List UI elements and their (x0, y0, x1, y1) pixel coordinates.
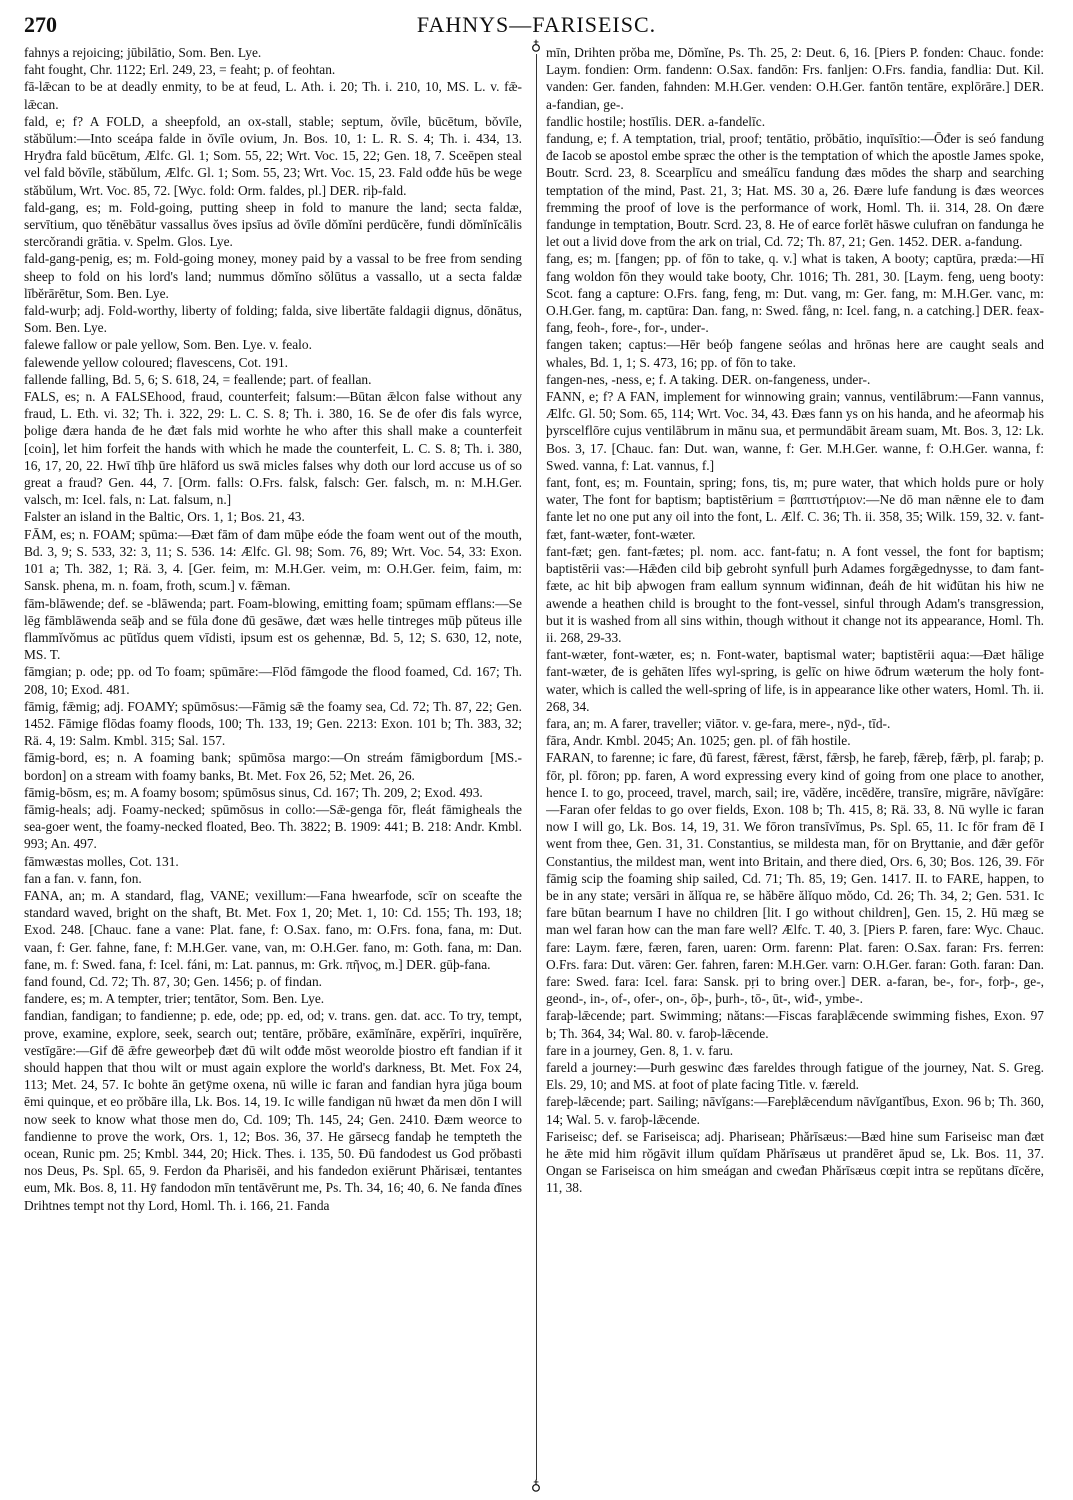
running-head: FAHNYS—FARISEISC. (416, 12, 657, 37)
column-marker-top: ♁ (530, 39, 542, 54)
dictionary-entry: fant-wæter, font-wæter, es; n. Font-water, baptismal water; baptistērii aqua:—Đæt hālige fant-wæter, đe is gehāten līfes wyl-spring, is gelīc on hiwe ōđrum wæterum the holy font-water, which is called the well-spring of life, is in appearance like other waters, Homl. Th. ii. 268, 34. (546, 647, 1044, 714)
dictionary-entry: fangen-nes, -ness, e; f. A taking. DER. on-fangeness, under-. (546, 371, 871, 387)
dictionary-entry: fald-gang-penig, es; m. Fold-going money, money paid by a vassal to be free from sending sheep to fold on his lord's land; nummus dŏmĭno sŏlūtus a vassallo, ut a secta faldæ lībĕrārētur, Som. Ben. Lye. (24, 251, 522, 301)
dictionary-entry: fald-gang, es; m. Fold-going, putting sheep in fold to manure the land; secta faldæ, servītium, quo tĕnēbātur vassallus ŏves ipsīus ad ŏvīle dŏmĭni perdūcĕre, fundi dŏmĭnĭcālis stercŏrandi grātia. v. Spelm. Glos. Lye. (24, 199, 522, 250)
dictionary-entry: fan a fan. v. fann, fon. (24, 870, 142, 886)
page-number: 270 (24, 12, 57, 37)
dictionary-entry: fareld a journey:—Þurh geswinc đæs fareldes through fatigue of the journey, Nat. S. Greg. Els. 29, 10; and MS. at foot of plate facing Title. v. færeld. (546, 1059, 1044, 1093)
dictionary-entry: falewe fallow or pale yellow, Som. Ben. Lye. v. fealo. (24, 337, 312, 353)
column-divider (536, 44, 537, 1488)
dictionary-entry: FALS, es; n. A FALSEhood, fraud, counterfeit; falsum:—Būtan ǣlcon false without any fraud, L. Eth. vi. 32; Th. i. 322, 29: L. C. S. 8; Th. i. 380, 16. Se đe ofer đis fals wyrce, þolige đæra handa đe he đæt fals mid worhte he who after this shall make a counterfeit [coin], let him forfeit the hands with which he made the counterfeit, L. C. S. 8; Th. i. 380, 16, 17, 20, 22. Hwī tīhþ ūre hlāford us swā micles falses why doth our lord accuse us of so great a fraud? Gen. 44, 7. [Orm. falls: O.Frs. falsk, falsch: Ger. falsch, m. n: M.H.Ger. valsch, m: Icel. fals, n: Lat. falsum, n.] (24, 389, 522, 508)
dictionary-entry: fangen taken; captus:—Hēr beóþ fangene seólas and hrōnas here are caught seals and whales, Bd. 1, 1; S. 473, 16; pp. of fōn to take. (546, 337, 1044, 370)
dictionary-entry: fāmig-bord, es; n. A foaming bank; spūmōsa margo:—On streám fāmigbordum [MS.-bordon] on a stream with foamy banks, Bt. Met. Fox 26, 52; Met. 26, 26. (24, 750, 522, 783)
dictionary-entry: fandlic hostile; hostīlis. DER. a-fandelīc. (546, 113, 766, 129)
dictionary-entry: fahnys a rejoicing; jūbilātio, Som. Ben. Lye. (24, 45, 262, 60)
dictionary-entry: fāra, Andr. Kmbl. 2045; An. 1025; gen. pl. of fāh hostile. (546, 733, 851, 749)
dictionary-entry: fareþ-lǣcende; part. Sailing; nāvĭgans:—Fareþlǣcendum nāvĭgantĭbus, Exon. 96 b; Th. 360, 14; Wal. 5. v. faroþ-lǣcende. (546, 1094, 1044, 1127)
dictionary-entry: fāmig-heals; adj. Foamy-necked; spūmōsus in collo:—Sǣ-genga fōr, fleát fāmigheals the sea-goer went, the foamy-necked floated, Beo. Th. 3822; B. 1909: 441; B. 218: Andr. Kmbl. 993; An. 497. (24, 801, 522, 852)
dictionary-entry: fang, es; m. [fangen; pp. of fōn to take, q. v.] what is taken, A booty; captūra, præda:—Hī fang woldon fōn they would take booty, Chr. 1016; Th. 281, 30. [Laym. feng, ueng booty: Scot. fang a capture: O.Frs. fang, feng, m: Dut. vang, m: Ger. fang, m: M.H.Ger. vanc, m: O.H.Ger. fang, m. captūra: Dan. fang, n: Swed. fång, n: Icel. fang, n. a catching.] DER. feax-fang, feoh-, fore-, for-, under-. (546, 251, 1044, 336)
dictionary-entry: fāmig, fǣmig; adj. FOAMY; spūmōsus:—Fāmig sǣ the foamy sea, Cd. 72; Th. 87, 22; Gen. 1452. Fāmige flōdas foamy floods, 100; Th. 133, 19; Gen. 2213: Exon. 101 b; Th. 383, 32; Rä. 4, 19: Salm. Kmbl. 315; Sal. 157. (24, 698, 522, 749)
dictionary-entry: fand found, Cd. 72; Th. 87, 30; Gen. 1456; p. of findan. (24, 973, 323, 989)
dictionary-entry: fām-blāwende; def. se -blāwenda; part. Foam-blowing, emitting foam; spūmam efflans:—Se lēg fāmblāwenda seāþ and se fūla đone đū gesāwe, đæt wæs helle tintreges mūþ pŭteus ille flammĭvŏmus ac pūtĭdus quem vīdisti, ipsum est os gehennæ, Bd. 5, 12; S. 630, 12, note, MS. T. (24, 595, 522, 663)
dictionary-entry: fā-lǣcan to be at deadly enmity, to be at feud, L. Ath. i. 20; Th. i. 210, 10, MS. L. v. fǣ-lǣcan. (24, 79, 522, 112)
dictionary-entry: falewende yellow coloured; flavescens, Cot. 191. (24, 354, 289, 370)
dictionary-entry: FANN, e; f? A FAN, implement for winnowing grain; vannus, ventilābrum:—Fann vannus, Ælfc. Gl. 50; Som. 65, 114; Wrt. Voc. 34, 43. Đæs fann ys on his handa, and he afeormaþ his þyrscelflōre cujus ventilābrum in mānu sua, et permundābit āream suam, Mt. Bos. 3, 12: Lk. Bos. 3, 17. [Chauc. fan: Dut. wan, wanne, f: Ger. M.H.Ger. wanne, f: O.H.Ger. wanna, f: Swed. vanna, f: Lat. vannus, f.] (546, 389, 1044, 473)
dictionary-entry: FARAN, to farenne; ic fare, đū farest, fǣrest, fǣrst, fǣrsþ, he fareþ, fǣreþ, fǣrþ, pl. faraþ; p. fōr, pl. fōron; pp. faren, A word expressing every kind of going from one place to another, hence I. to go, proceed, travel, march, sail; ire, vādĕre, incēdĕre, transīre, migrāre, nāvĭgāre:—Faran ofer feldas to go over fields, Exon. 108 b; Th. 415, 8; Rä. 33, 8. Nū wylle ic faran now I will go, Lk. Bos. 14, 19, 31. We fōron transīvĭmus, Ps. Spl. 65, 11. Ic fōr fram đē I went from thee, Gen. 31, 31. Constantius, se mildesta man, fōr on Bryttanie, and đǣr gefōr Constantius, the mildest man, went into Britain, and there died, Ors. 6, 30; Bos. 126, 39. Fōr fāmig scip the foaming ship sailed, Cd. 71; Th. 85, 19; Gen. 1417. II. to FARE, happen, to be in any state; versāri in ălĭqua re, se hăbēre ălĭquo mŏdo, Cd. 26; Th. 34, 2; Gen. 531. Ic fare būtan bearnum I have no children [lit. I go without children], Gen. 15, 2. Hū mæg se man wel faran how can the man fare well? Ælfc. T. 40, 3. [Piers P. faren, fare: Wyc. Chauc. fare: Laym. fære, færen, faren, uaren: Orm. farenn: Plat. faren: O.Sax. faran: Frs. ferren: O.Frs. fara: Dut. vāren: Ger. fahren, faren: M.H.Ger. varn: O.H.Ger. faran: Goth. faran: Dan. fare: Swed. fara: Icel. fara: Sansk. pṛi to bring over.] DER. a-faran, be-, for-, forþ-, ge-, geond-, in-, of-, ofer-, on-, ōþ-, þurh-, tō-, ūt-, wiđ-, ymbe-. (546, 750, 1044, 1007)
dictionary-entry: fant-fæt; gen. fant-fætes; pl. nom. acc. fant-fatu; n. A font vessel, the font for baptism; baptistērii vas:—Hǣđen cild biþ gebroht synfull þurh Adames forgǣgednysse, to đam fant-fæte, ac hit biþ aþwogen fram eallum synnum wiđinnan, đeáh đe hit wiđūtan his hiw ne awende a heathen child is brought to the font-vessel, sinful through Adam's transgression, but it is washed from all sins within, though without it change not its appearance, Homl. Th. ii. 268, 29-33. (546, 543, 1044, 645)
dictionary-entry: fant, font, es; m. Fountain, spring; fons, tis, m; pure water, that which holds pure or holy water, The font for baptism; baptistērium = βαπτιστήριον:—Ne dō man nǣnne ele to đam fante let no one put any oil into the font, L. Ælf. C. 36; Th. ii. 358, 35; Wilk. 159, 32. v. fant-fæt, fant-wæter, font-wæter. (546, 475, 1044, 542)
dictionary-entry: FANA, an; m. A standard, flag, VANE; vexillum:—Fana hwearfode, scīr on sceafte the standard waved, bright on the shaft, Bt. Met. Fox 1, 20; Met. 1, 10: Cd. 155; Th. 193, 18; Exod. 248. [Chauc. fane a vane: Plat. fane, f: O.Sax. fano, m: O.Frs. fona, fana, m: Dut. vaan, f: Ger. fahne, fane, f: M.H.Ger. vane, van, m: O.H.Ger. fano, m: Goth. fana, m: Dan. fane, m. f: Swed. fana, f: Icel. fáni, m: Lat. pannus, m: Grk. πῆνος, m.] DER. gūþ-fana. (24, 887, 522, 972)
dictionary-entry: fandung, e; f. A temptation, trial, proof; tentātio, prŏbātio, inquīsītio:—Ōđer is seó fandung đe Iacob se apostol embe spræc the other is the temptation of which the apostle James spoke, Boutr. Scrd. 23, 8. Scearplīcu and smeálīcu fandung đæs mōdes the sharp and searching temptation of the mind, Past. 21, 3; Hat. MS. 30 a, 26. Đære lufe fandung is đæs weorces fremming the proof of love is the performance of work, Homl. Th. ii. 314, 28. On đære fandunge in temptation, Boutr. Scrd. 23, 8. He of earce forlēt hāswe culufran on fandunga he let out a livid dove from the ark on trial, Cd. 72; Th. 87, 21; Gen. 1452. DER. a-fandung. (546, 131, 1044, 250)
dictionary-entry: fāmgian; p. ode; pp. od To foam; spūmāre:—Flōd fāmgode the flood foamed, Cd. 167; Th. 208, 10; Exod. 481. (24, 664, 522, 697)
dictionary-entry: Fariseisc; def. se Fariseisca; adj. Pharisean; Phărīsæus:—Bæd hine sum Fariseisc man đæt he ǣte mid him rŏgāvit illum quĭdam Phărīsæus ut prandēret āpud se, Lk. Bos. 11, 37. Ongan se Fariseisca on him smeágan and cweđan Phărīsæus cœpit intra se repŭtans dīcĕre, 11, 38. (546, 1128, 1044, 1196)
dictionary-entry: fare in a journey, Gen. 8, 1. v. faru. (546, 1042, 734, 1058)
dictionary-entry: faht fought, Chr. 1122; Erl. 249, 23, = feaht; p. of feohtan. (24, 62, 336, 78)
dictionary-entry: fāmwæstas molles, Cot. 131. (24, 853, 179, 869)
left-column (24, 44, 522, 1488)
dictionary-entry: FĀM, es; n. FOAM; spūma:—Đæt fām of đam mūþe eóde the foam went out of the mouth, Bd. 3, 9; S. 533, 32: 3, 11; S. 536. 14: Ælfc. Gl. 98; Som. 76, 89; Wrt. Voc. 54, 33: Exon. 101 a; Th. 382, 1; Rä. 3, 4. [Ger. feim, m: M.H.Ger. veim, m: O.H.Ger. feim, faim, m: Sansk. phena, m. n. foam, froth, scum.] v. fǣman. (24, 526, 522, 594)
right-column (546, 44, 1044, 1488)
dictionary-entry: fallende falling, Bd. 5, 6; S. 618, 24, = feallende; part. of feallan. (24, 371, 372, 387)
dictionary-entry: fald-wurþ; adj. Fold-worthy, liberty of folding; falda, sive libertāte faldagii dignus, dōnātus, Som. Ben. Lye. (24, 303, 522, 336)
dictionary-entry: fara, an; m. A farer, traveller; viātor. v. ge-fara, mere-, nȳd-, tīd-. (546, 715, 891, 731)
dictionary-entry: faraþ-lǣcende; part. Swimming; nătans:—Fiscas faraþlǣcende swimming fishes, Exon. 97 b; Th. 364, 34; Wal. 80. v. faroþ-lǣcende. (546, 1008, 1044, 1041)
dictionary-entry: fandian, fandigan; to fandienne; p. ede, ode; pp. ed, od; v. trans. gen. dat. acc. To try, tempt, prove, examine, explore, seek, search out; tentāre, prŏbāre, exāmĭnāre, expĕrīri, inquīrĕre, vestīgāre:—Gif đē ǣfre geweorþeþ đæt đū wilt ođđe mōst weorolde þiostro eft fandian if it should happen that thou wilt or must again explore the world's darkness, Bt. Met. Fox 24, 113; Met. 24, 57. Ic bohte ān getȳme oxena, nū wille ic faran and fandian hyra jŭga boum ēmi quinque, et eo prŏbāre illa, Lk. Bos. 14, 19. Ic wille fandigan nū hwæt đa men dōn I will now seek to know what those men do, Cd. 109; Th. 145, 24; Gen. 2410. Đæm weorce to fandienne to prove the work, Ors. 1, 12; Bos. 36, 37. He gārsecg fandaþ he tempteth the ocean, Runic pm. 25; Kmbl. 344, 20; Hick. Thes. i. 135, 50. Đū fandodest us God prŏbasti nos Deus, Ps. Spl. 65, 9. Ferdon đa Pharisēi, and his fandedon exiērunt Phărisæi, tentantes eum, Mk. Bos. 8, 11. Hȳ fandodon mīn tentāvērunt me, Ps. Th. 34, 16; 40, 6. Ne fanda đīnes Drihtnes tempt not thy Lord, Homl. Th. i. 166, 21. Fanda (24, 1008, 522, 1213)
dictionary-entry: Falster an island in the Baltic, Ors. 1, 1; Bos. 21, 43. (24, 509, 305, 525)
dictionary-entry: fald, e; f? A FOLD, a sheepfold, an ox-stall, stable; septum, ŏvīle, būcētum, bŏvīle, stăbŭlum:—Into sceápa falde in ŏvīle ovium, Jn. Bos. 10, 1: L. R. S. 4; Th. i. 434, 13. Hryđra fald būcētum, Ælfc. Gl. 1; Som. 55, 22; Wrt. Voc. 15, 22; Gen. 18, 7. Sceēpen steal vel fald bŏvīle, stăbŭlum, Ælfc. Gl. 1; Som. 55, 23; Wrt. Voc. 15, 23. Fald ođđe hūs be wege stăbŭlum, Wrt. Voc. 85, 72. [Wyc. fold: Orm. faldes, pl.] DER. riþ-fald. (24, 113, 522, 198)
dictionary-entry: fāmig-bōsm, es; m. A foamy bosom; spūmōsus sinus, Cd. 167; Th. 209, 2; Exod. 493. (24, 784, 483, 800)
dictionary-entry: fandere, es; m. A tempter, trier; tentātor, Som. Ben. Lye. (24, 991, 325, 1007)
column-marker-bottom: ♁ (530, 1479, 542, 1494)
dictionary-entry: mīn, Drihten prŏba me, Dŏmĭne, Ps. Th. 25, 2: Deut. 6, 16. [Piers P. fonden: Chauc. fonde: Laym. fondien: Orm. fandenn: O.Sax. fandōn: Frs. fanljen: O.Frs. fandia, fandlia: Dut. Kil. vanden: Ger. fanden, fahnden: M.H.Ger. venden: O.H.Ger. fantōn tentāre, explōrāre.] DER. a-fandian, ge-. (546, 45, 1044, 112)
